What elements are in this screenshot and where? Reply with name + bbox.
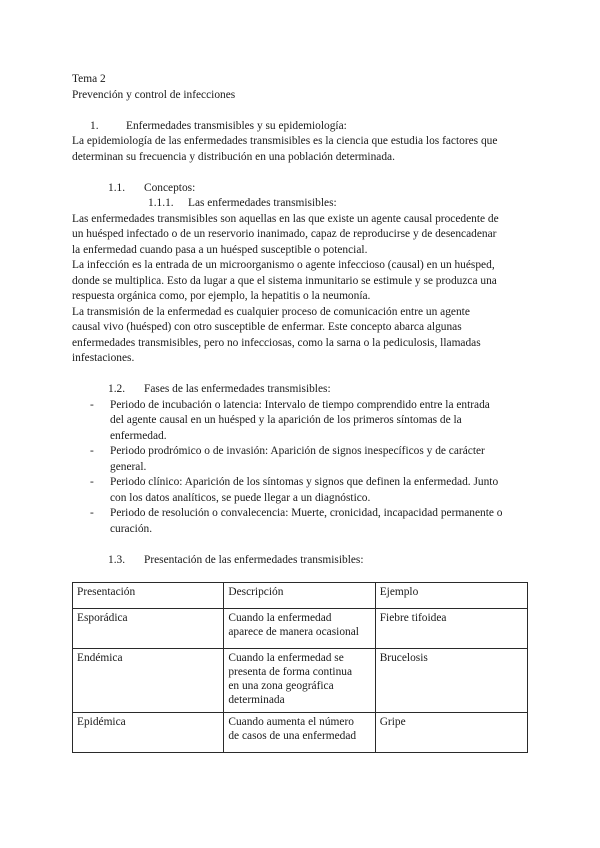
bullet-line: Periodo de incubación o latencia: Intervalo de tiempo comprendido entre la entrada bbox=[110, 398, 490, 411]
table-cell-description bbox=[224, 649, 375, 713]
table-row bbox=[73, 713, 528, 753]
table-cell-description bbox=[224, 609, 375, 649]
table-row bbox=[73, 609, 528, 649]
table-cell-description bbox=[224, 713, 375, 753]
section-title: Conceptos: bbox=[144, 181, 196, 194]
table-header-cell: Descripción bbox=[224, 583, 375, 609]
bullet-line: enfermedad. bbox=[110, 429, 167, 442]
bullet-item bbox=[72, 398, 528, 445]
bullet-line: Periodo prodrómico o de invasión: Aparición de signos inespecíficos y de carácter bbox=[110, 445, 485, 457]
paragraph-line: La epidemiología de las enfermedades transmisibles es la ciencia que estudia los factores que bbox=[72, 135, 498, 147]
cell-line: de casos de una enfermedad bbox=[228, 730, 357, 742]
bullet-line: Periodo de resolución o convalecencia: Muerte, cronicidad, incapacidad permanente o bbox=[110, 507, 503, 519]
section-number: 1.1. bbox=[108, 181, 126, 194]
table-row bbox=[73, 649, 528, 713]
paragraph-line: causal vivo (huésped) con otro susceptible de enfermar. Este concepto abarca algunas bbox=[72, 321, 462, 333]
topic-heading: Tema 2 bbox=[72, 73, 106, 85]
bullet-line: Periodo clínico: Aparición de los síntomas y signos que definen la enfermedad. Junto bbox=[110, 476, 499, 488]
paragraph-line: La infección es la entrada de un microorganismo o agente infeccioso (causal) en un huésped, bbox=[72, 259, 495, 271]
paragraph-line: La transmisión de la enfermedad es cualquier proceso de comunicación entre un agente bbox=[72, 305, 470, 318]
bullet-item bbox=[72, 475, 528, 506]
table-cell-presentation: Epidémica bbox=[73, 713, 224, 753]
section-number: 1. bbox=[90, 119, 99, 132]
section-1-heading bbox=[72, 119, 528, 135]
table-cell-example: Fiebre tifoidea bbox=[375, 609, 527, 649]
section-title: Enfermedades transmisibles y su epidemiología: bbox=[126, 119, 347, 132]
cell-line: Cuando aumenta el número bbox=[228, 716, 354, 728]
bullet-line: del agente causal en un huésped y la aparición de los primeros síntomas de la bbox=[110, 414, 462, 426]
section-1-1-heading bbox=[72, 181, 528, 197]
section-title: Las enfermedades transmisibles: bbox=[188, 197, 337, 209]
bullet-dash: - bbox=[90, 398, 94, 411]
section-number: 1.2. bbox=[108, 383, 126, 395]
paragraph-line: determinan su frecuencia y distribución en una población determinada. bbox=[72, 150, 395, 163]
section-title: Presentación de las enfermedades transmisibles: bbox=[144, 553, 364, 566]
bullet-line: con los datos analíticos, se puede llegar a un diagnóstico. bbox=[110, 491, 371, 504]
section-1-1-1-heading bbox=[72, 196, 528, 212]
section-1-3-heading bbox=[72, 553, 528, 569]
cell-line: Cuando la enfermedad se bbox=[228, 652, 344, 664]
paragraph-line: infestaciones. bbox=[72, 352, 135, 364]
section-1-2-heading bbox=[72, 382, 528, 398]
bullet-dash: - bbox=[90, 445, 94, 457]
cell-line: Cuando la enfermedad bbox=[228, 612, 332, 624]
table-header-cell: Ejemplo bbox=[375, 583, 527, 609]
table-cell-example: Brucelosis bbox=[375, 649, 527, 713]
paragraph-line: un huésped infectado o de un reservorio inanimado, capaz de reproducirse y de desencadenar bbox=[72, 228, 497, 240]
paragraph-line: Las enfermedades transmisibles son aquellas en las que existe un agente causal procedente de bbox=[72, 212, 499, 225]
presentation-table bbox=[72, 582, 528, 753]
cell-line: en una zona geográfica bbox=[228, 680, 334, 692]
cell-line: aparece de manera ocasional bbox=[228, 626, 359, 638]
paragraph-line: respuesta orgánica como, por ejemplo, la hepatitis o la neumonía. bbox=[72, 290, 371, 302]
bullet-item bbox=[72, 506, 528, 537]
bullet-line: general. bbox=[110, 460, 147, 473]
cell-line: presenta de forma continua bbox=[228, 666, 353, 678]
table-cell-presentation: Endémica bbox=[73, 649, 224, 713]
section-number: 1.1.1. bbox=[148, 197, 174, 209]
section-title: Fases de las enfermedades transmisibles: bbox=[144, 383, 331, 395]
bullet-item bbox=[72, 444, 528, 475]
table-header-row bbox=[73, 583, 528, 609]
subject-heading: Prevención y control de infecciones bbox=[72, 88, 236, 101]
paragraph-line: la enfermedad cuando pasa a un huésped susceptible o potencial. bbox=[72, 243, 368, 256]
document-page bbox=[72, 72, 528, 753]
table-header-cell: Presentación bbox=[73, 583, 224, 609]
table-cell-presentation: Esporádica bbox=[73, 609, 224, 649]
section-number: 1.3. bbox=[108, 553, 126, 566]
paragraph-line: enfermedades transmisibles, pero no infecciosas, como la sarna o la pediculosis, llamadas bbox=[72, 336, 481, 349]
cell-line: determinada bbox=[228, 694, 285, 706]
table-cell-example: Gripe bbox=[375, 713, 527, 753]
bullet-line: curación. bbox=[110, 522, 153, 535]
paragraph-line: donde se multiplica. Esto da lugar a que el sistema inmunitario se estimule y se produzca una bbox=[72, 274, 497, 287]
bullet-dash: - bbox=[90, 476, 94, 488]
bullet-dash: - bbox=[90, 507, 94, 519]
